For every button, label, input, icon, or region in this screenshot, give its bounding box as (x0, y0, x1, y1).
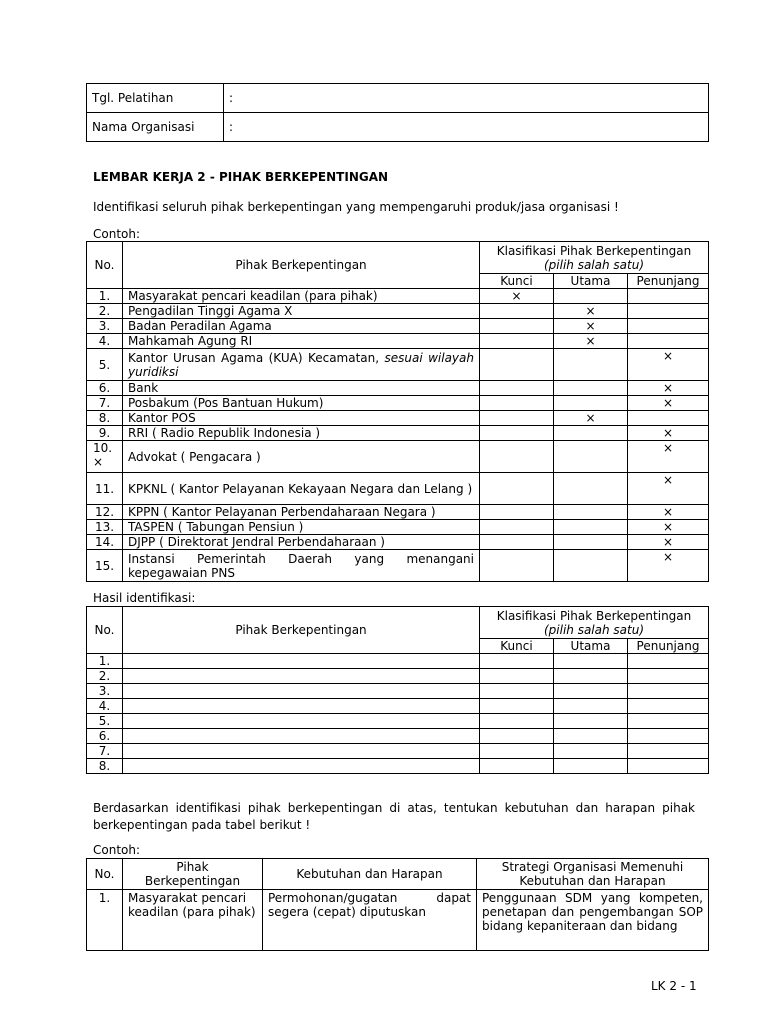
example-row (87, 441, 709, 473)
mark-utama (554, 550, 628, 582)
info-label: Tgl. Pelatihan (87, 84, 224, 113)
row-no: 3. (87, 319, 123, 334)
result-row (87, 744, 709, 759)
result-cell (554, 669, 628, 684)
mark-kunci (480, 319, 554, 334)
example-row (87, 411, 709, 426)
row-name-text: Pengadilan Tinggi Agama X (128, 304, 293, 318)
mark-utama: × (554, 319, 628, 334)
example-row (87, 473, 709, 505)
row-name-text: KPKNL ( Kantor Pelayanan Kekayaan Negara dan Lelang ) (128, 481, 473, 496)
example-row (87, 349, 709, 381)
mark-kunci (480, 441, 554, 473)
mark-utama (554, 505, 628, 520)
mark-utama: × (554, 411, 628, 426)
result-cell (628, 759, 709, 774)
row-name-text: Posbakum (Pos Bantuan Hukum) (128, 396, 324, 410)
header-kunci: Kunci (480, 274, 554, 289)
mark-kunci (480, 535, 554, 550)
mark-penunjang: × (628, 550, 709, 582)
mark-kunci (480, 411, 554, 426)
mark-utama: × (554, 334, 628, 349)
example-row (87, 334, 709, 349)
row-no: 8. (87, 411, 123, 426)
page-footer: LK 2 - 1 (651, 979, 697, 993)
result-cell (628, 744, 709, 759)
result-cell (123, 759, 480, 774)
row-no: 2. (87, 304, 123, 319)
row-name-text: Badan Peradilan Agama (128, 319, 272, 333)
result-stakeholder-table (86, 606, 709, 774)
row-name (123, 441, 480, 473)
training-info-table (86, 83, 709, 142)
row-name-text: Kantor POS (128, 411, 196, 425)
result-cell (480, 714, 554, 729)
result-cell (480, 729, 554, 744)
mark-utama (554, 426, 628, 441)
result-cell (554, 714, 628, 729)
row-name (123, 505, 480, 520)
result-row (87, 684, 709, 699)
mark-kunci (480, 520, 554, 535)
result-cell (480, 759, 554, 774)
mark-kunci (480, 349, 554, 381)
needs-row (87, 890, 709, 951)
mark-utama (554, 289, 628, 304)
row-no: 7. (87, 396, 123, 411)
hasil-label: Hasil identifikasi: (93, 591, 196, 605)
row-no: 9. (87, 426, 123, 441)
result-cell (628, 729, 709, 744)
result-cell (554, 654, 628, 669)
row-name (123, 411, 480, 426)
mark-penunjang: × (628, 520, 709, 535)
mark-kunci (480, 381, 554, 396)
row-name (123, 473, 480, 505)
hasil-header-utama: Utama (554, 639, 628, 654)
example-row (87, 396, 709, 411)
row-name (123, 319, 480, 334)
result-row (87, 654, 709, 669)
paragraph-kebutuhan: Berdasarkan identifikasi pihak berkepentingan di atas, tentukan kebutuhan dan harapan pihak berkepentingan pada tabel berikut ! (93, 801, 695, 832)
row-no: 13. (87, 520, 123, 535)
row-name (123, 520, 480, 535)
row-name-text: TASPEN ( Tabungan Pensiun ) (128, 520, 304, 534)
header-klasifikasi (480, 242, 709, 274)
result-cell (628, 699, 709, 714)
result-cell (554, 729, 628, 744)
mark-kunci (480, 426, 554, 441)
row-no: 11. (87, 473, 123, 505)
result-row-no: 3. (87, 684, 123, 699)
row-name-text: Masyarakat pencari keadilan (para pihak) (128, 289, 378, 303)
result-cell (123, 729, 480, 744)
example-label: Contoh: (93, 227, 141, 241)
hasil-header-penunjang: Penunjang (628, 639, 709, 654)
row-no: 15. (87, 550, 123, 582)
mark-penunjang: × (628, 349, 709, 381)
example2-label: Contoh: (93, 843, 141, 857)
needs-expectations-table (86, 858, 709, 951)
row-name (123, 535, 480, 550)
mark-penunjang (628, 411, 709, 426)
mark-penunjang: × (628, 505, 709, 520)
mark-penunjang (628, 319, 709, 334)
hasil-header-kunci: Kunci (480, 639, 554, 654)
result-cell (480, 699, 554, 714)
needs-pihak: Masyarakat pencari keadilan (para pihak) (123, 890, 263, 951)
example-stakeholder-table (86, 241, 709, 582)
result-row (87, 729, 709, 744)
result-cell (554, 759, 628, 774)
example-row (87, 505, 709, 520)
row-name-text: DJPP ( Direktorat Jendral Perbendaharaan ) (128, 535, 385, 549)
mark-kunci (480, 473, 554, 505)
needs-strategi: Penggunaan SDM yang kompeten, penetapan dan pengembangan SOP bidang kepaniteraan dan bidang (477, 890, 709, 951)
header-utama: Utama (554, 274, 628, 289)
header-pilih: (pilih salah satu) (543, 257, 645, 272)
header-pihak: Pihak Berkepentingan (123, 242, 480, 289)
example-row (87, 289, 709, 304)
row-no: 4. (87, 334, 123, 349)
mark-penunjang: × (628, 381, 709, 396)
mark-penunjang: × (628, 396, 709, 411)
mark-kunci (480, 396, 554, 411)
row-no: 5. (87, 349, 123, 381)
row-name-text: Kantor Urusan Agama (KUA) Kecamatan, (128, 350, 385, 365)
row-name-italic: sesuai wilayah yuridiksi (128, 350, 474, 379)
result-cell (123, 714, 480, 729)
row-name (123, 550, 480, 582)
needs-row-no: 1. (87, 890, 123, 951)
row-name-text: Advokat ( Pengacara ) (128, 449, 261, 464)
row-name (123, 289, 480, 304)
result-row-no: 6. (87, 729, 123, 744)
mark-penunjang: × (628, 473, 709, 505)
result-row-no: 1. (87, 654, 123, 669)
row-no: 14. (87, 535, 123, 550)
mark-penunjang: × (628, 441, 709, 473)
example-row (87, 304, 709, 319)
mark-kunci (480, 304, 554, 319)
result-row (87, 759, 709, 774)
hasil-header-klasifikasi (480, 607, 709, 639)
result-row (87, 699, 709, 714)
result-cell (554, 699, 628, 714)
result-cell (480, 654, 554, 669)
row-no: 10. × (87, 441, 123, 473)
result-row-no: 7. (87, 744, 123, 759)
t2-header-no: No. (87, 859, 123, 890)
mark-utama (554, 535, 628, 550)
info-value: : (224, 113, 709, 142)
mark-kunci (480, 505, 554, 520)
mark-utama (554, 381, 628, 396)
result-row (87, 669, 709, 684)
needs-kebutuhan: Permohonan/gugatan dapat segera (cepat) diputuskan (263, 890, 477, 951)
mark-kunci: × (480, 289, 554, 304)
info-label: Nama Organisasi (87, 113, 224, 142)
row-name (123, 334, 480, 349)
example-row (87, 520, 709, 535)
result-cell (554, 684, 628, 699)
result-cell (628, 714, 709, 729)
example-row (87, 319, 709, 334)
mark-penunjang: × (628, 535, 709, 550)
header-penunjang: Penunjang (628, 274, 709, 289)
header-no: No. (87, 242, 123, 289)
t2-header-kebutuhan: Kebutuhan dan Harapan (263, 859, 477, 890)
result-cell (480, 684, 554, 699)
row-name-text: Bank (128, 381, 159, 395)
result-cell (123, 669, 480, 684)
row-name (123, 349, 480, 381)
row-no: 6. (87, 381, 123, 396)
mark-penunjang: × (628, 426, 709, 441)
result-cell (123, 684, 480, 699)
header-klasifikasi-title: Klasifikasi Pihak Berkepentingan (496, 243, 692, 258)
info-value: : (224, 84, 709, 113)
row-name-text: Mahkamah Agung RI (128, 334, 253, 348)
result-row-no: 4. (87, 699, 123, 714)
example-row (87, 381, 709, 396)
result-cell (123, 699, 480, 714)
row-name (123, 396, 480, 411)
worksheet-title: LEMBAR KERJA 2 - PIHAK BERKEPENTINGAN (93, 170, 389, 184)
mark-utama (554, 473, 628, 505)
result-cell (480, 744, 554, 759)
row-name-text: RRI ( Radio Republik Indonesia ) (128, 426, 321, 440)
mark-utama (554, 441, 628, 473)
result-cell (628, 684, 709, 699)
info-row (87, 113, 709, 142)
result-row (87, 714, 709, 729)
example-row (87, 535, 709, 550)
result-cell (554, 744, 628, 759)
hasil-header-klasifikasi-title: Klasifikasi Pihak Berkepentingan (496, 608, 692, 623)
result-cell (628, 669, 709, 684)
row-no: 1. (87, 289, 123, 304)
result-cell (480, 669, 554, 684)
result-cell (628, 654, 709, 669)
example-row (87, 550, 709, 582)
row-no: 12. (87, 505, 123, 520)
mark-kunci (480, 334, 554, 349)
t2-header-strategi: Strategi Organisasi Memenuhi Kebutuhan dan Harapan (477, 859, 709, 890)
example-row (87, 426, 709, 441)
info-row (87, 84, 709, 113)
mark-penunjang (628, 304, 709, 319)
t2-header-pihak: Pihak Berkepentingan (123, 859, 263, 890)
hasil-header-pihak: Pihak Berkepentingan (123, 607, 480, 654)
mark-utama (554, 520, 628, 535)
result-cell (123, 654, 480, 669)
result-cell (123, 744, 480, 759)
result-row-no: 8. (87, 759, 123, 774)
result-row-no: 2. (87, 669, 123, 684)
hasil-header-pilih: (pilih salah satu) (543, 622, 645, 637)
mark-penunjang (628, 334, 709, 349)
row-name (123, 304, 480, 319)
hasil-header-no: No. (87, 607, 123, 654)
mark-utama: × (554, 304, 628, 319)
row-name-text: Instansi Pemerintah Daerah yang menangani kepegawaian PNS (128, 551, 474, 580)
result-row-no: 5. (87, 714, 123, 729)
mark-utama (554, 349, 628, 381)
row-name-text: KPPN ( Kantor Pelayanan Perbendaharaan Negara ) (128, 505, 436, 519)
mark-penunjang (628, 289, 709, 304)
mark-kunci (480, 550, 554, 582)
instruction-text: Identifikasi seluruh pihak berkepentingan yang mempengaruhi produk/jasa organisasi ! (93, 200, 619, 214)
row-name (123, 426, 480, 441)
mark-utama (554, 396, 628, 411)
row-name (123, 381, 480, 396)
